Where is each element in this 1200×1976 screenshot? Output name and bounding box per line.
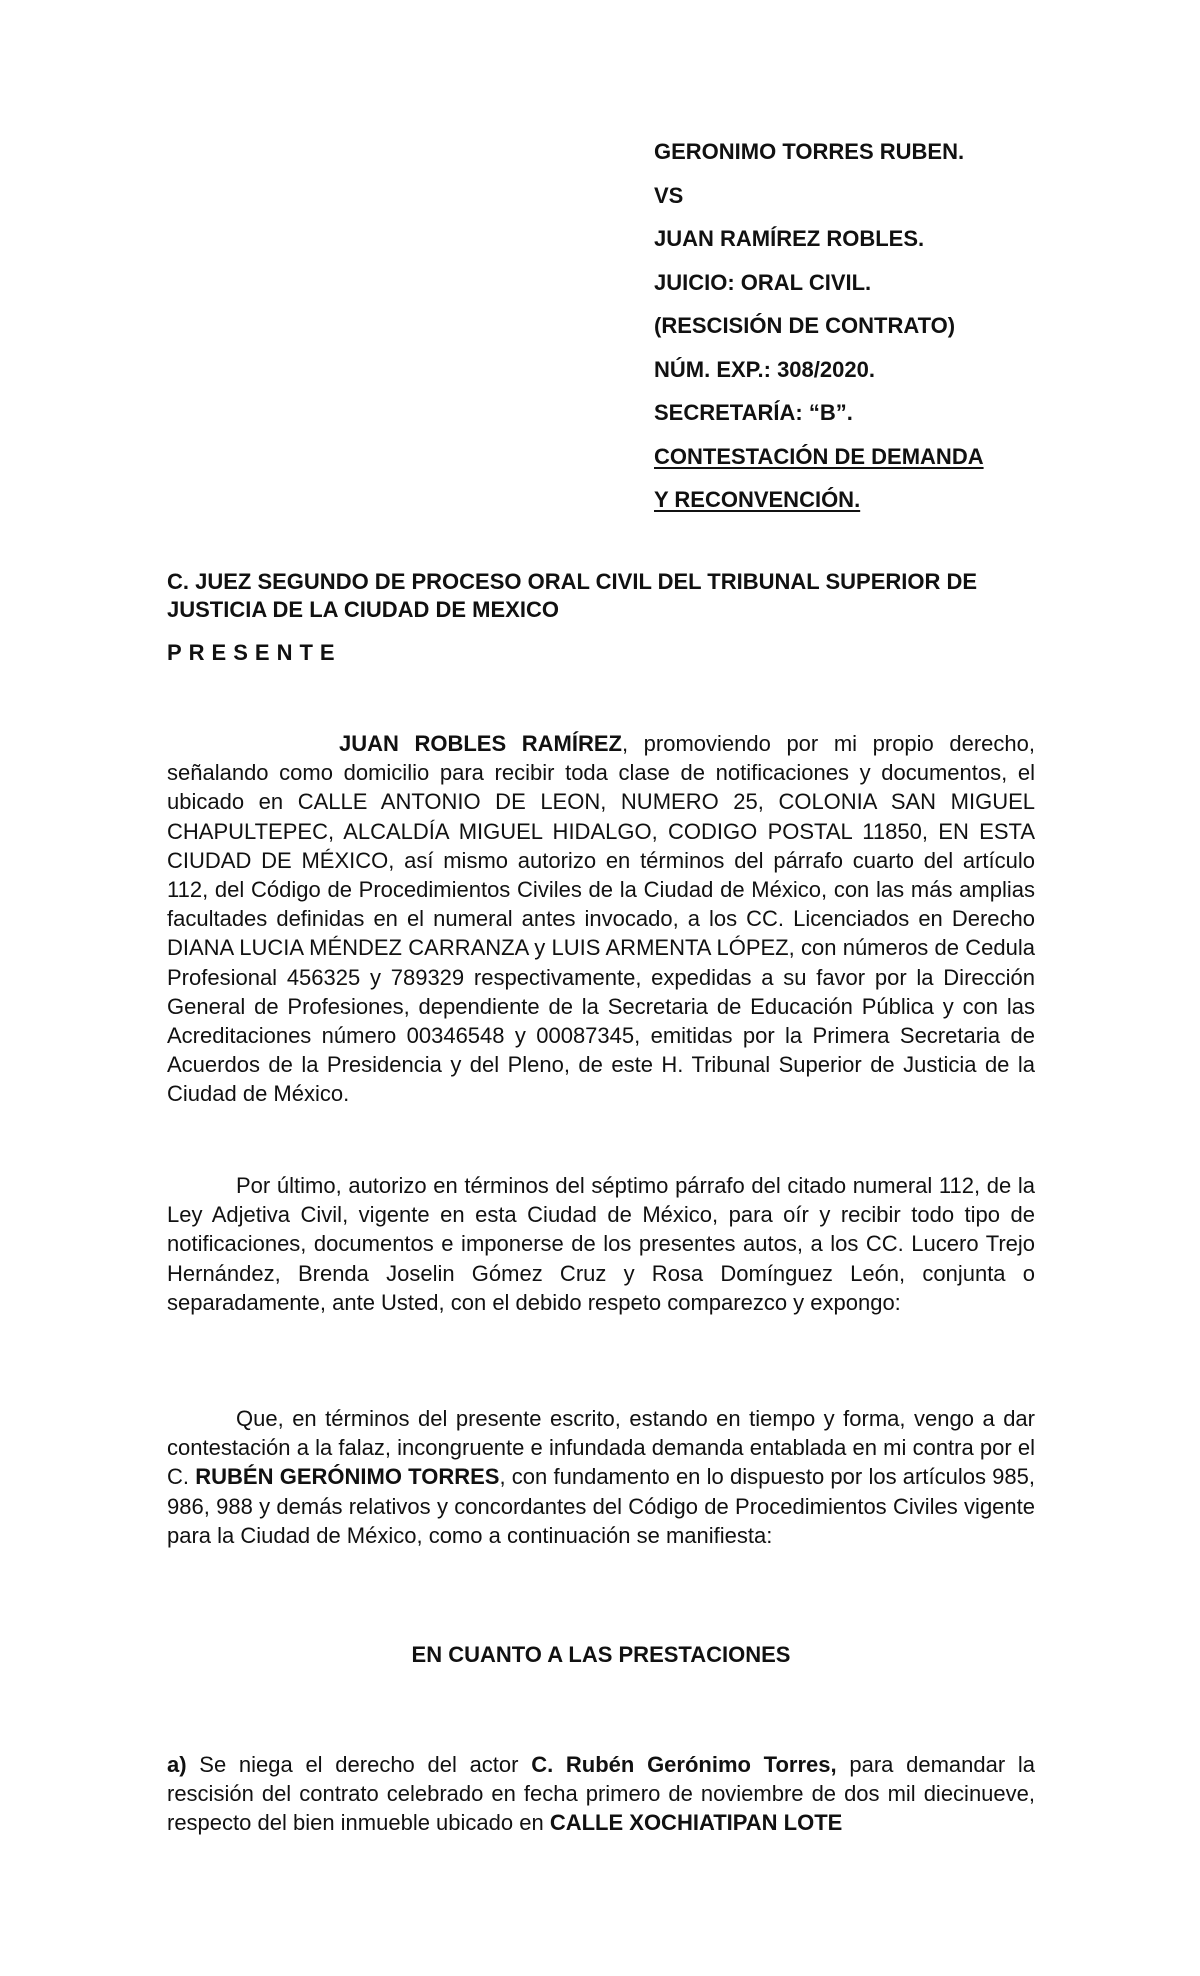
paragraph-answer bbox=[167, 1404, 1035, 1550]
section-heading-prestaciones: EN CUANTO A LAS PRESTACIONES bbox=[411, 1642, 791, 1667]
caption-document-type: CONTESTACIÓN DE DEMANDA bbox=[654, 443, 984, 469]
paragraph-authorization: Por último, autorizo en términos del séptimo párrafo del citado numeral 112, de la Ley Adjetiva Civil, vigente en esta Ciudad de México, para oír y recibir todo tipo de notificaciones, documentos e imponerse de los presentes autos, a los CC. Lucero Trejo Hernández, Brenda Joselin Gómez Cruz y Rosa Domínguez León, conjunta o separadamente, ante Usted, con el debido respeto comparezco y expongo: bbox=[167, 1173, 1035, 1315]
paragraph-item-a bbox=[167, 1750, 1035, 1838]
item-a-address: CALLE XOCHIATIPAN LOTE bbox=[549, 1810, 843, 1836]
item-a-plaintiff: C. Rubén Gerónimo Torres, bbox=[531, 1752, 837, 1777]
paragraph-appearance-text: , promoviendo por mi propio derecho, señalando como domicilio para recibir toda clase de notificaciones y documentos, el ubicado en CALLE ANTONIO DE LEON, NUMERO 25, COLONIA SAN MIGUEL CHAPULTEPEC, ALCALDÍA MIGUEL HIDALGO, CODIGO POSTAL 11850, EN ESTA CIUDAD DE MÉXICO, así mismo autorizo en términos del párrafo cuarto del artículo 112, del Código de Procedimientos Civiles de la Ciudad de México, con las más amplias facultades definidas en el numeral antes invocado, a los CC. Licenciados en Derecho DIANA LUCIA MÉNDEZ CARRANZA y LUIS ARMENTA LÓPEZ, con números de Cedula Profesional 456325 y 789329 respectivamente, expedidas a su favor por la Dirección General de Profesiones, dependiente de la Secretaria de Educación Pública y con las Acreditaciones número 00346548 y 00087345, emitidas por la Primera Secretaria de Acuerdos de la Presidencia y del Pleno, de este H. Tribunal Superior de Justicia de la Ciudad de México. bbox=[167, 731, 1035, 1107]
item-a-text-2: para demandar la rescisión del contrato celebrado en fecha primero de noviembre de dos mil diecinueve, respecto del bien inmueble ubicado en bbox=[167, 1752, 1036, 1836]
caption-file-number: NÚM. EXP.: 308/2020. bbox=[654, 356, 875, 382]
item-marker: a) bbox=[167, 1752, 187, 1777]
plaintiff-name: RUBÉN GERÓNIMO TORRES bbox=[195, 1464, 500, 1490]
caption-defendant: JUAN RAMÍREZ ROBLES. bbox=[654, 226, 925, 251]
item-a-text-1: Se niega el derecho del actor bbox=[186, 1752, 532, 1777]
caption-versus: VS bbox=[654, 182, 684, 208]
case-caption bbox=[654, 137, 1074, 529]
caption-document-type-2: Y RECONVENCIÓN. bbox=[654, 487, 861, 512]
caption-trial-type: JUICIO: ORAL CIVIL. bbox=[654, 269, 872, 295]
caption-plaintiff: GERONIMO TORRES RUBEN. bbox=[654, 139, 965, 164]
judge-address: C. JUEZ SEGUNDO DE PROCESO ORAL CIVIL DEL TRIBUNAL SUPERIOR DE JUSTICIA DE LA CIUDAD DE MEXICO bbox=[167, 569, 978, 622]
defendant-name: JUAN ROBLES RAMÍREZ bbox=[339, 731, 622, 756]
paragraph-answer-intro: Que, en términos del presente escrito, estando en tiempo y forma, vengo a dar contestación a la falaz, incongruente e infundada demanda entablada en mi contra por el C. bbox=[167, 1406, 1035, 1490]
presente-heading: PRESENTE bbox=[167, 640, 342, 665]
paragraph-answer-rest: , con fundamento en lo dispuesto por los artículos 985, 986, 988 y demás relativos y concordantes del Código de Procedimientos Civiles vigente para la Ciudad de México, como a continuación se manifiesta: bbox=[167, 1464, 1035, 1548]
caption-subject: (RESCISIÓN DE CONTRATO) bbox=[654, 313, 956, 338]
caption-secretariat: SECRETARÍA: “B”. bbox=[654, 400, 853, 425]
paragraph-appearance bbox=[167, 729, 1035, 1109]
